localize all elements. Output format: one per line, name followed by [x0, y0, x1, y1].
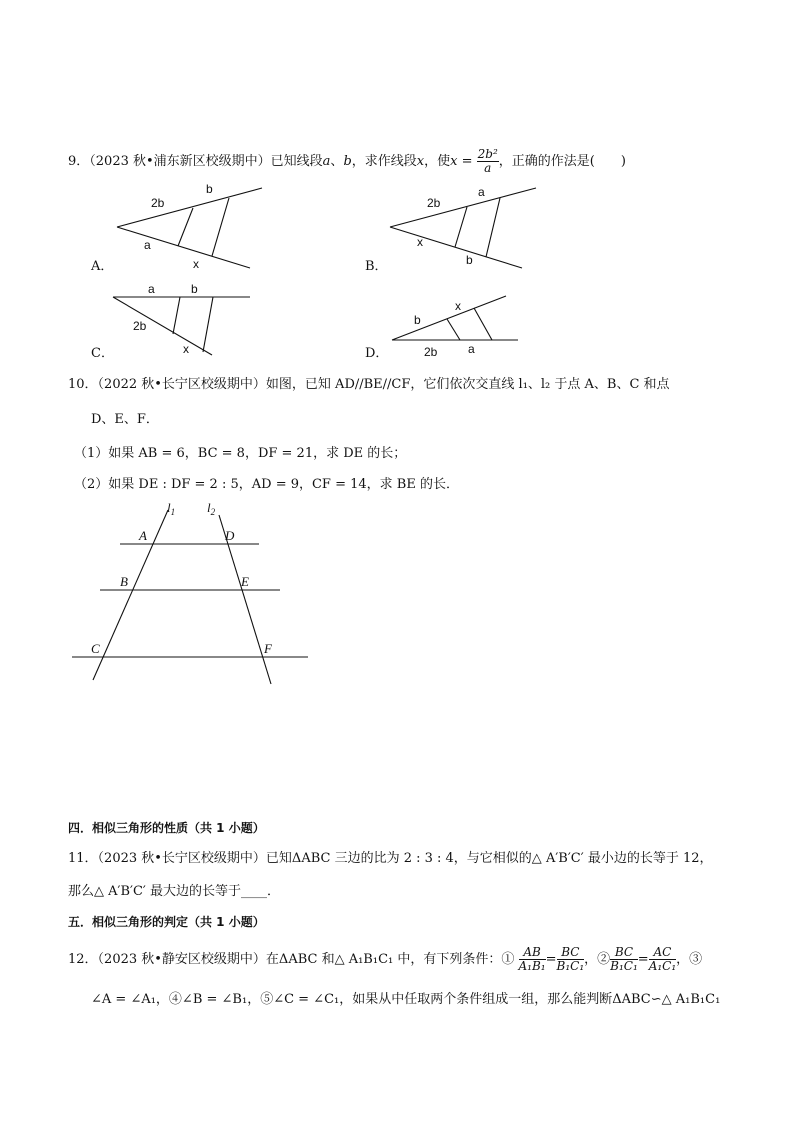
q10-part1: （1）如果 AB = 6，BC = 8，DF = 21，求 DE 的长；: [74, 446, 407, 461]
fig-c-label-x: x: [183, 342, 189, 356]
option-c-label: C．: [91, 346, 114, 361]
fig-b-label-2b: 2b: [427, 196, 441, 210]
fig-d-label-x: x: [455, 299, 461, 313]
q12-frac-bc2: $\frac{BC}{\text{B₁C₁}}$: [610, 945, 638, 973]
q12-frac-ab: $\frac{AB}{\text{A₁B₁}}$: [518, 945, 546, 973]
q12-frac-bc: $\frac{BC}{\text{B₁C₁}}$: [556, 945, 585, 973]
figure-b: [390, 188, 536, 268]
q12-line2: ∠A = ∠A₁，④∠B = ∠B₁，⑤∠C = ∠C₁，如果从中任取两个条件组成一组，那么能判断ΔABC∽△ A₁B₁C₁: [91, 992, 721, 1007]
q10-stem-line1: 10．（2022 秋•长宁区校级期中）如图，已知 AD//BE//CF，它们依次交直线 l₁、l₂ 于点 A、B、C 和点: [68, 377, 670, 392]
fig-d-label-a: a: [468, 342, 475, 356]
fig-b-label-x: x: [417, 235, 423, 249]
fig-c-label-2b: 2b: [133, 319, 147, 333]
fig-d-label-2b: 2b: [424, 345, 438, 359]
q10-figure: [60, 495, 360, 695]
label-E: E: [241, 574, 249, 589]
q9-stem: 9．（2023 秋•浦东新区校级期中）已知线段a、b，求作线段x，使x = $\frac{\text{2b²}}{a}$ ，正确的作法是( ): [68, 147, 626, 175]
figure-a: [117, 188, 262, 268]
fig-c-label-b: b: [191, 282, 198, 296]
label-B: B: [120, 574, 128, 589]
fig-b-label-b: b: [466, 253, 473, 267]
label-F: F: [264, 641, 272, 656]
fig-c-label-a: a: [148, 282, 155, 296]
fig-a-label-2b: 2b: [151, 196, 165, 210]
section-4-title: 四．相似三角形的性质（共 1 小题）: [68, 821, 265, 835]
fig-a-label-x: x: [193, 257, 199, 271]
q12-frac-ac: $\frac{AC}{\text{A₁C₁}}$: [648, 945, 677, 973]
fig-b-label-a: a: [478, 185, 485, 199]
label-C: C: [91, 641, 100, 656]
option-b-label: B．: [365, 259, 388, 274]
q12-line1: 12．（2023 秋•静安区校级期中）在ΔABC 和△ A₁B₁C₁ 中，有下列条件：① $\frac{AB}{\text{A₁B₁}}$ = $\frac{BC}{\text{B₁C₁}}$ ，② $\frac{BC}{\text{B₁C₁}}$ = $\frac{AC}{\text{A₁C₁}}$ ，③: [68, 945, 703, 973]
fig-a-label-a: a: [144, 238, 151, 252]
fig-d-label-b: b: [414, 313, 421, 327]
section-5-title: 五．相似三角形的判定（共 1 小题）: [68, 915, 265, 929]
q9-option-figures: [0, 0, 794, 380]
q9-fraction: $\frac{\text{2b²}}{a}$: [477, 147, 498, 175]
line-l1: [93, 510, 168, 680]
q10-part2: （2）如果 DE : DF = 2 : 5，AD = 9，CF = 14，求 BE 的长．: [74, 477, 459, 492]
label-D: D: [225, 528, 235, 543]
label-A: A: [139, 528, 147, 543]
label-l1: $l_1$: [167, 500, 176, 517]
option-a-label: A．: [91, 259, 114, 274]
q11-line2: 那么△ A′B′C′ 最大边的长等于____．: [68, 884, 281, 899]
fig-a-label-b: b: [206, 182, 213, 196]
option-d-label: D．: [365, 346, 389, 361]
q11-line1: 11．（2023 秋•长宁区校级期中）已知ΔABC 三边的比为 2 : 3 : 4，与它相似的△ A′B′C′ 最小边的长等于 12，: [68, 851, 713, 866]
q10-stem-line2: D、E、F．: [91, 412, 159, 427]
label-l2: $l_2$: [207, 500, 216, 517]
